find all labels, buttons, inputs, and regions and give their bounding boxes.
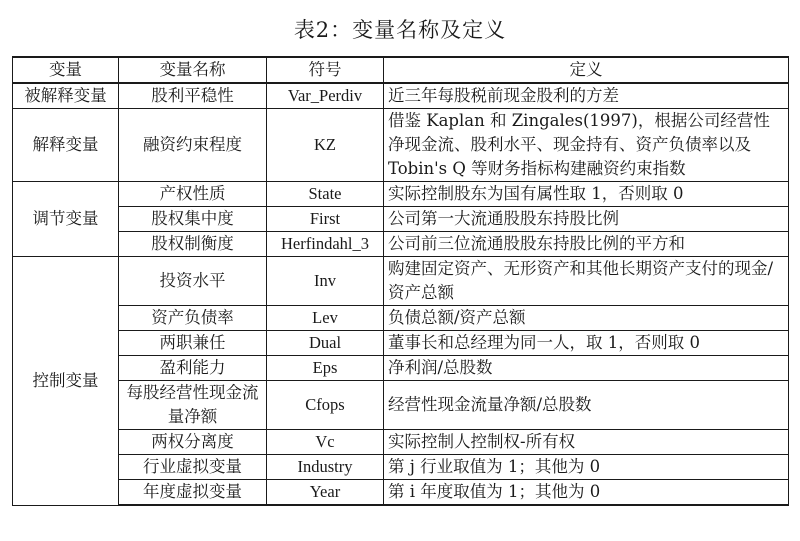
table-row xyxy=(13,356,789,381)
variable-symbol: Eps xyxy=(267,356,384,381)
table-row xyxy=(13,306,789,331)
table-row xyxy=(13,430,789,455)
table-row xyxy=(13,207,789,232)
table-row xyxy=(13,381,789,430)
variable-definition-table xyxy=(12,56,789,506)
variable-definition: 购建固定资产、无形资产和其他长期资产支付的现金/资产总额 xyxy=(384,257,789,306)
variable-symbol: State xyxy=(267,182,384,207)
variable-definition: 实际控制人控制权-所有权 xyxy=(384,430,789,455)
variable-name: 两职兼任 xyxy=(119,331,267,356)
table-row xyxy=(13,257,789,306)
group-moderating: 调节变量 xyxy=(13,182,119,257)
variable-name: 产权性质 xyxy=(119,182,267,207)
variable-name: 股权制衡度 xyxy=(119,232,267,257)
variable-definition: 第 j 行业取值为 1；其他为 0 xyxy=(384,455,789,480)
variable-symbol: Cfops xyxy=(267,381,384,430)
variable-name: 两权分离度 xyxy=(119,430,267,455)
variable-name: 年度虚拟变量 xyxy=(119,480,267,506)
variable-symbol: Vc xyxy=(267,430,384,455)
table-row xyxy=(13,480,789,506)
variable-definition: 第 i 年度取值为 1；其他为 0 xyxy=(384,480,789,506)
variable-definition: 近三年每股税前现金股利的方差 xyxy=(384,83,789,109)
variable-name: 每股经营性现金流量净额 xyxy=(119,381,267,430)
variable-symbol: Industry xyxy=(267,455,384,480)
header-definition: 定义 xyxy=(384,57,789,83)
table-row xyxy=(13,331,789,356)
table-row xyxy=(13,83,789,109)
variable-definition: 董事长和总经理为同一人，取 1，否则取 0 xyxy=(384,331,789,356)
variable-symbol: KZ xyxy=(267,109,384,182)
variable-symbol: First xyxy=(267,207,384,232)
table-row xyxy=(13,109,789,182)
variable-name: 融资约束程度 xyxy=(119,109,267,182)
variable-definition: 公司第一大流通股股东持股比例 xyxy=(384,207,789,232)
table-row xyxy=(13,232,789,257)
group-explanatory: 解释变量 xyxy=(13,109,119,182)
table-row xyxy=(13,182,789,207)
table-row xyxy=(13,455,789,480)
variable-symbol: Herfindahl_3 xyxy=(267,232,384,257)
variable-name: 投资水平 xyxy=(119,257,267,306)
variable-name: 资产负债率 xyxy=(119,306,267,331)
variable-symbol: Dual xyxy=(267,331,384,356)
variable-name: 行业虚拟变量 xyxy=(119,455,267,480)
variable-name: 股权集中度 xyxy=(119,207,267,232)
variable-symbol: Var_Perdiv xyxy=(267,83,384,109)
variable-definition: 负债总额/资产总额 xyxy=(384,306,789,331)
variable-definition: 经营性现金流量净额/总股数 xyxy=(384,381,789,430)
variable-symbol: Inv xyxy=(267,257,384,306)
variable-definition: 公司前三位流通股股东持股比例的平方和 xyxy=(384,232,789,257)
header-row xyxy=(13,57,789,83)
group-explained: 被解释变量 xyxy=(13,83,119,109)
header-variable-name: 变量名称 xyxy=(119,57,267,83)
variable-name: 股利平稳性 xyxy=(119,83,267,109)
variable-definition: 净利润/总股数 xyxy=(384,356,789,381)
table-caption: 表2：变量名称及定义 xyxy=(293,18,507,42)
group-control: 控制变量 xyxy=(13,257,119,506)
variable-definition: 借鉴 Kaplan 和 Zingales(1997)，根据公司经营性净现金流、股利水平、现金持有、资产负债率以及 Tobin's Q 等财务指标构建融资约束指数 xyxy=(384,109,789,182)
variable-name: 盈利能力 xyxy=(119,356,267,381)
variable-symbol: Year xyxy=(267,480,384,506)
header-symbol: 符号 xyxy=(267,57,384,83)
variable-symbol: Lev xyxy=(267,306,384,331)
header-variable: 变量 xyxy=(13,57,119,83)
variable-definition: 实际控制股东为国有属性取 1，否则取 0 xyxy=(384,182,789,207)
